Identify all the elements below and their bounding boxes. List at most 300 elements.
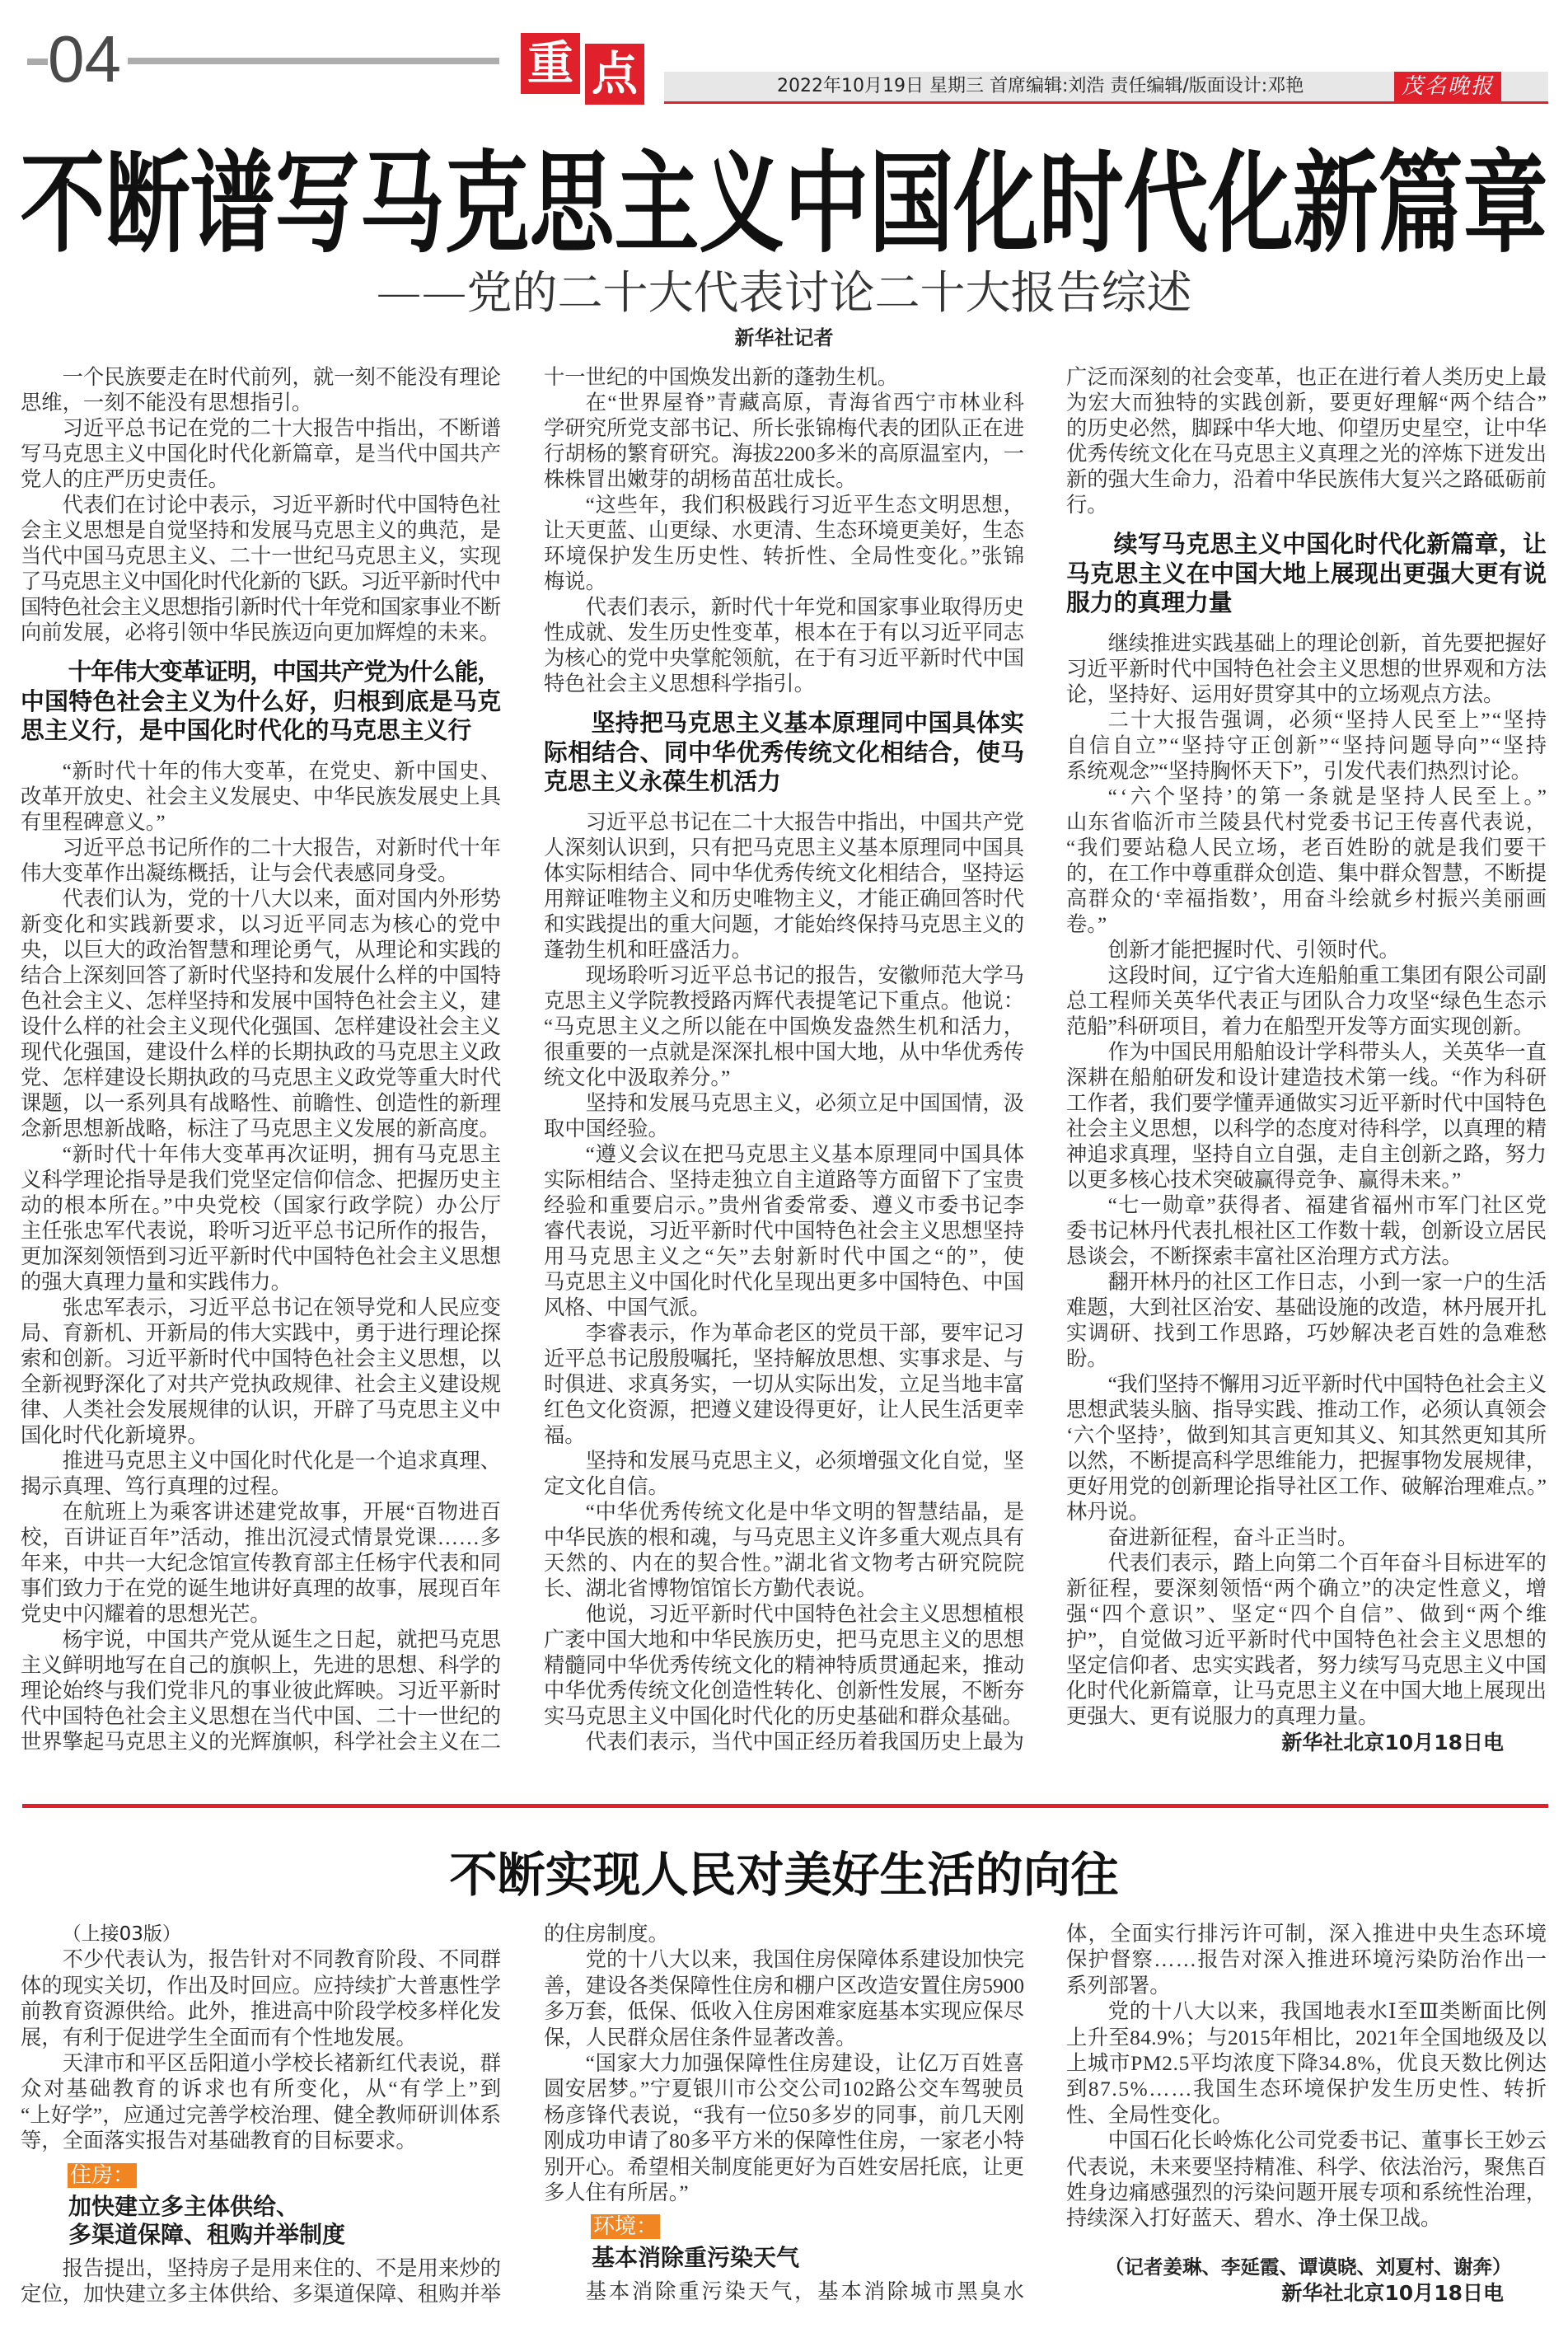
text-line (544, 963, 1024, 989)
text-line (21, 2077, 501, 2102)
text-line (21, 1449, 501, 1474)
line-text: 到87.5%……我国生态环境保护发生历史性、转折 (1066, 2077, 1548, 2101)
text-line (544, 989, 1024, 1014)
line-text: 卷。” (1066, 912, 1107, 936)
line-text: 国特色社会主义思想指引新时代十年党和国家事业不断 (21, 596, 500, 619)
text-line (21, 2026, 501, 2051)
text-line (21, 595, 501, 621)
line-text: 坚持和发展马克思主义，必须增强文化自觉，坚 (585, 1449, 1025, 1473)
text-line (544, 1372, 1024, 1398)
subsection-heading (21, 2193, 501, 2249)
text-line (544, 2077, 1024, 2102)
text-line (1066, 887, 1547, 912)
text-line (1066, 989, 1547, 1014)
text-line (21, 1091, 501, 1117)
line-text: 马克思主义中国化时代化呈现出更多中国特色、中国 (544, 1270, 1025, 1294)
text-line (1066, 963, 1547, 989)
paragraph (544, 1602, 1024, 1730)
byline: 新华社记者 (734, 326, 834, 349)
line-text: 党人的庄严历史责任。 (21, 468, 229, 491)
line-text: 念新思想新战略，标注了马克思主义发展的新高度。 (21, 1117, 500, 1141)
text-line (1066, 365, 1547, 391)
line-text: “新时代十年伟大变革再次证明，拥有马克思主 (62, 1142, 502, 1166)
text-line (544, 1347, 1024, 1372)
line-text: 精髓同中华优秀传统文化的精神特质贯通起来，推动 (544, 1653, 1025, 1677)
text-line (1066, 530, 1547, 560)
text-line (544, 1168, 1024, 1193)
text-line (1066, 1295, 1547, 1321)
paragraph (1066, 938, 1547, 963)
masthead-logo: 茂名晚报 (1394, 72, 1501, 101)
text-line (1066, 2180, 1547, 2206)
text-line (1066, 467, 1547, 493)
line-text: 范船”科研项目，着力在船型开发等方面实现创新。 (1066, 1014, 1534, 1038)
issue-info-underline (664, 101, 1548, 104)
article-column (1066, 365, 1550, 1766)
line-text: “七一勋章”获得者、福建省福州市军门社区党 (1107, 1193, 1548, 1217)
text-line (21, 1628, 501, 1653)
line-text: 续写马克思主义中国化时代化新篇章，让 (1113, 530, 1547, 558)
text-line (1066, 1653, 1547, 1679)
line-text: 上升至84.9%；与2015年相比，2021年全国地级及以 (1066, 2026, 1547, 2049)
text-line (21, 1117, 501, 1142)
text-line (544, 1525, 1024, 1551)
line-text: 实调研、找到工作思路，巧妙解决老百姓的急难愁 (1066, 1321, 1548, 1345)
text-line (544, 1947, 1024, 1973)
line-text: 在航班上为乘客讲述建党故事，开展“百物进百 (62, 1500, 502, 1524)
topic-label (544, 2214, 1024, 2239)
text-line (544, 1653, 1024, 1679)
line-text: 的强大真理力量和实践伟力。 (21, 1270, 292, 1294)
text-line (544, 672, 1024, 697)
line-text: 的历史必然，脚踩中华大地、仰望历史星空，让中华 (1066, 417, 1547, 440)
text-line (544, 1423, 1024, 1449)
text-line (21, 1321, 501, 1347)
line-text: 中国特色社会主义为什么好，归根到底是马克 (21, 686, 502, 715)
paragraph (1066, 1551, 1550, 1730)
text-line (21, 442, 501, 467)
line-text: 风格、中国气派。 (544, 1295, 711, 1319)
text-line (1066, 2026, 1547, 2051)
paragraph (21, 493, 501, 646)
text-line (544, 2155, 1024, 2180)
text-line (21, 912, 501, 938)
paragraph (1066, 1040, 1547, 1193)
line-text: 很重要的一点就是深深扎根中国大地，从中华优秀传 (544, 1040, 1025, 1064)
line-text: 十年伟大变革证明，中国共产党为什么能， (68, 658, 500, 686)
text-line (21, 1270, 501, 1295)
line-text: 圆安居梦。”宁夏银川市公交公司102路公交车驾驶员 (544, 2077, 1025, 2101)
text-line (1066, 1014, 1547, 1040)
text-line (544, 2279, 1027, 2305)
line-text: 改革开放史、社会主义发展史、中华民族发展史上具 (21, 785, 502, 808)
line-text: 体的现实关切，作出及时回应。应持续扩大普惠性学 (21, 1974, 502, 1998)
line-text: 睿代表说，习近平新时代中国特色社会主义思想坚持 (544, 1219, 1025, 1243)
line-text: 长、湖北省博物馆馆长方勤代表说。 (544, 1576, 878, 1600)
text-line (21, 365, 501, 391)
line-text: 坚定信仰者、忠实实践者，努力续写马克思主义中国 (1066, 1653, 1547, 1677)
line-text: 系统观念”“坚持胸怀天下”，引发代表们热烈讨论。 (1066, 759, 1532, 783)
line-text: “新时代十年的伟大变革，在党史、新中国史、 (62, 759, 502, 783)
text-line (544, 1270, 1024, 1295)
text-line (544, 2180, 1024, 2206)
text-line (544, 861, 1024, 887)
line-text: 更加深刻领悟到习近平新时代中国特色社会主义思想 (21, 1244, 502, 1268)
line-text: 新征程，要深刻领悟“两个确立”的决定性意义，增 (1066, 1576, 1548, 1600)
line-text: 索和创新。习近平新时代中国特色社会主义思想，以 (21, 1347, 502, 1370)
text-line (544, 1602, 1024, 1628)
text-line (1066, 1117, 1547, 1142)
line-text: 当代中国马克思主义、二十一世纪马克思主义，实现 (21, 545, 502, 568)
line-text: 有里程碑意义。” (21, 810, 166, 834)
text-line (1066, 416, 1547, 442)
text-line (1066, 682, 1547, 708)
line-text: 委书记林丹代表扎根社区工作数十载，创新设立居民 (1066, 1219, 1547, 1243)
line-text: 张忠军表示，习近平总书记在领导党和人民应变 (62, 1295, 502, 1319)
text-line (1066, 1474, 1547, 1500)
line-text: 推进马克思主义中国化时代化是一个追求真理、 (62, 1449, 502, 1473)
text-line (1066, 1193, 1547, 1219)
text-line (21, 1602, 501, 1628)
headline-2: 不断实现人民对美好生活的向往 (449, 1847, 1119, 1903)
issue-info: 2022年10月19日 星期三 首席编辑:刘浩 责任编辑/版面设计:邓艳 (777, 76, 1304, 96)
line-text: 局、育新机、开新局的伟大实践中，勇于进行理论探 (21, 1321, 502, 1345)
text-line (544, 912, 1024, 938)
line-text: 代表们表示，踏上向第二个百年奋斗目标进军的 (1107, 1551, 1547, 1575)
text-line (21, 1372, 501, 1398)
text-line (1066, 1066, 1547, 1091)
line-text: 用马克思主义之“矢”去射新时代中国之“的”，使 (544, 1244, 1027, 1268)
text-line (21, 1398, 501, 1423)
line-text: 奋进新征程，奋斗正当时。 (1107, 1525, 1359, 1549)
line-text: 多人住有所居。” (544, 2181, 689, 2205)
text-line (544, 493, 1024, 518)
continued-from-note-text: （上接03版） (62, 1923, 181, 1945)
text-line (21, 861, 501, 887)
paragraph (1066, 1525, 1547, 1551)
line-text: 化时代化新篇章，让马克思主义在中国大地上展现出 (1066, 1679, 1547, 1703)
text-line (21, 759, 501, 785)
page-number-dash (27, 59, 48, 65)
paragraph (544, 1922, 1024, 1947)
line-text: 神追求真理，坚持自立自强，走自主创新之路，努力 (1066, 1142, 1547, 1166)
text-line (544, 646, 1024, 672)
paragraph (1066, 2129, 1547, 2232)
text-line (21, 785, 501, 810)
line-text: 难题，大到社区治安、基础设施的改造，林丹展开扎 (1066, 1295, 1547, 1319)
text-line (21, 1947, 501, 1973)
line-text: 习近平总书记在党的二十大报告中指出，不断谱 (62, 417, 502, 440)
text-line (21, 416, 501, 442)
text-line (1066, 2051, 1547, 2077)
line-text: 株株冒出嫩芽的胡杨苗茁壮成长。 (544, 468, 857, 491)
text-line (1066, 1922, 1547, 1947)
line-text: 加快建立多主体供给、 (68, 2192, 300, 2220)
line-text: 克思主义永葆生机活力 (544, 767, 781, 795)
line-text: 习近平新时代中国特色社会主义思想的世界观和方法 (1066, 657, 1547, 681)
text-line (544, 1679, 1024, 1704)
line-text: 体实际相结合、同中华优秀传统文化相结合，坚持运 (544, 861, 1025, 885)
line-text: 代表们表示，当代中国正经历着我国历史上最为 (585, 1730, 1025, 1754)
line-text: 这段时间，辽宁省大连船舶重工集团有限公司副 (1107, 963, 1547, 987)
text-line (21, 1679, 501, 1704)
text-line (1066, 912, 1547, 938)
line-text: 深耕在船舶研发和设计建造技术第一线。“作为科研 (1066, 1066, 1547, 1089)
text-line (21, 1295, 501, 1321)
line-text: 行。 (1066, 494, 1108, 517)
line-text: 刚成功申请了80多平方米的保障性住房，一家老小特 (544, 2129, 1025, 2153)
paragraph (21, 1449, 501, 1500)
line-text: 行胡杨的繁育研究。海拔2200多米的高原温室内，一 (544, 443, 1025, 466)
line-text: 特色社会主义思想科学指引。 (544, 672, 815, 696)
text-line (68, 2193, 501, 2221)
text-line (544, 1295, 1024, 1321)
line-text: 他说，习近平新时代中国特色社会主义思想植根 (585, 1602, 1025, 1626)
text-line (21, 1244, 501, 1270)
line-text: 基本消除重污染天气 (592, 2244, 800, 2272)
paragraph (1066, 1193, 1547, 1270)
line-text: 了马克思主义中国化时代化新的飞跃。习近平新时代中 (21, 570, 500, 593)
text-line (1066, 1423, 1547, 1449)
paragraph (544, 963, 1024, 1091)
text-line (544, 2129, 1024, 2154)
text-line (1066, 1551, 1547, 1576)
line-text: 展，有利于促进学生全面而有个性地发展。 (21, 2026, 417, 2049)
line-text: 天津市和平区岳阳道小学校长褚新红代表说，群 (62, 2052, 502, 2076)
text-line (1066, 1270, 1547, 1295)
paragraph (21, 887, 501, 1142)
line-text: 习近平总书记在二十大报告中指出，中国共产党 (585, 810, 1025, 834)
text-line (1066, 1372, 1547, 1398)
line-text: 代表们在讨论中表示，习近平新时代中国特色社 (62, 494, 502, 517)
section-heading (544, 709, 1024, 797)
line-text: 中华优秀传统文化创造性转化、创新性发展，不断夯 (544, 1679, 1025, 1703)
text-line (21, 569, 501, 595)
text-line (1066, 1999, 1547, 2025)
line-text: 时俱进、求真务实，一切从实际出发，立足当地丰富 (544, 1372, 1025, 1396)
text-line (21, 2051, 501, 2077)
text-line (21, 518, 501, 544)
text-line (21, 836, 501, 861)
text-line (1066, 1449, 1547, 1474)
paragraph (1066, 1922, 1547, 1999)
line-text: “遵义会议在把马克思主义基本原理同中国具体 (585, 1142, 1025, 1166)
dateline-text: 新华社北京10月18日电 (1281, 1730, 1504, 1754)
text-line (544, 1730, 1024, 1755)
line-text: 众对基础教育的诉求也有所变化，从“有学上”到 (21, 2077, 503, 2101)
text-line (21, 1474, 501, 1500)
text-line (21, 467, 501, 493)
line-text: 论，坚持好、运用好贯穿其中的立场观点方法。 (1066, 682, 1505, 706)
text-line (544, 467, 1024, 493)
text-line (21, 1193, 501, 1219)
subheadline: ——党的二十大代表讨论二十大报告综述 (376, 266, 1192, 319)
line-text: 保，人民群众居住条件显著改善。 (544, 2026, 857, 2049)
text-line (21, 989, 501, 1014)
text-line (21, 2103, 501, 2129)
text-line (1066, 2155, 1547, 2180)
line-text: 等，全面落实报告对基础教育的目标要求。 (21, 2129, 417, 2153)
text-line (1066, 1040, 1547, 1066)
line-text: “上好学”，应通过完善学校治理、健全教师研训体系 (21, 2103, 502, 2127)
text-line (21, 1040, 501, 1066)
text-line (544, 1117, 1024, 1142)
text-line (1066, 759, 1547, 785)
text-line (1066, 493, 1547, 518)
text-line (21, 687, 501, 717)
text-line (21, 887, 501, 912)
paragraph (21, 2256, 501, 2308)
text-line (1066, 1321, 1547, 1347)
line-text: “中华优秀传统文化是中华文明的智慧结晶，是 (585, 1500, 1025, 1524)
paragraph (21, 1500, 501, 1628)
line-text: 党史中闪耀着的思想光芒。 (21, 1602, 271, 1626)
line-text: 色社会主义、怎样坚持和发展中国特色社会主义，建 (21, 989, 502, 1013)
paragraph (544, 2051, 1024, 2206)
text-line (1066, 1974, 1547, 1999)
line-text: 让天更蓝、山更绿、水更清、生态环境更美好，生态 (544, 519, 1025, 542)
text-line (1066, 1525, 1547, 1551)
line-text: 结合上深刻回答了新时代坚持和发展什么样的中国特 (21, 963, 502, 987)
line-text: 李睿表示，作为革命老区的党员干部，要牢记习 (585, 1321, 1025, 1345)
paragraph (544, 1091, 1024, 1142)
line-text: 和实践提出的重大问题，才能始终保持马克思主义的 (544, 912, 1025, 936)
text-line (544, 1142, 1024, 1168)
line-text: 姓身边痛感强烈的污染问题开展专项和系统性治理， (1066, 2181, 1547, 2205)
text-line (544, 1193, 1024, 1219)
line-text: 优秀传统文化在马克思主义真理之光的淬炼下迸发出 (1066, 443, 1547, 466)
paragraph (544, 1449, 1024, 1500)
line-text: 不少代表认为，报告针对不同教育阶段、不同群 (62, 1948, 502, 1972)
line-text: 律、人类社会发展规律的认识，开辟了马克思主义中 (21, 1398, 502, 1422)
line-text: 更强大、更有说服力的真理力量。 (1066, 1704, 1379, 1728)
line-text: 人深刻认识到，只有把马克思主义基本原理同中国具 (544, 836, 1025, 860)
line-text: 多万套，低保、低收入住房困难家庭基本实现应保尽 (544, 2000, 1025, 2024)
line-text: 性成就、发生历史性变革，根本在于有以习近平同志 (544, 621, 1025, 644)
line-text: “我们要站稳人民立场，老百姓盼的就是我们要干 (1066, 836, 1548, 860)
text-line (21, 1551, 501, 1576)
text-line (544, 2026, 1024, 2051)
text-line (21, 1525, 501, 1551)
section-heading (21, 658, 501, 746)
text-line (21, 493, 501, 518)
paragraph (544, 1947, 1024, 2051)
line-text: 盼。 (1066, 1347, 1108, 1370)
paragraph (544, 1321, 1024, 1449)
text-line (21, 716, 501, 746)
text-line (544, 938, 1024, 963)
line-text: 马克思主义在中国大地上展现出更强大更有说 (1066, 559, 1547, 588)
text-line (544, 1628, 1024, 1653)
text-line (1066, 560, 1547, 589)
text-line (1066, 733, 1547, 759)
line-text: 总工程师关英华代表正与团队合力攻坚“绿色生态示 (1066, 989, 1547, 1013)
text-line (544, 1474, 1024, 1500)
line-text: 持续深入打好蓝天、碧水、净土保卫战。 (1066, 2207, 1442, 2231)
dateline (1066, 2280, 1547, 2306)
text-line (1066, 1602, 1550, 1628)
line-text: 福。 (544, 1423, 586, 1447)
text-line (21, 2129, 501, 2154)
line-text: 世界擎起马克思主义的光辉旗帜，科学社会主义在二 (21, 1730, 502, 1754)
page-number: 04 (48, 22, 121, 96)
line-text: 社会主义思想，以科学的态度对待科学，以真理的精 (1066, 1117, 1547, 1141)
line-text: 向前发展，必将引领中华民族迈向更加辉煌的未来。 (21, 621, 500, 644)
line-text: 性、全局性变化。 (1066, 2103, 1233, 2127)
text-line (544, 1091, 1024, 1117)
line-text: 环境保护发生历史性、转折性、全局性变化。”张锦 (544, 545, 1026, 568)
line-text: 主义鲜明地写在自己的旗帜上，先进的思想、科学的 (21, 1653, 502, 1677)
text-line (544, 1576, 1024, 1602)
line-text: 广袤中国大地和中华民族历史，把马克思主义的思想 (544, 1628, 1025, 1651)
paragraph (544, 1730, 1024, 1755)
text-line (21, 1576, 501, 1602)
line-text: 杨宇说，中国共产党从诞生之日起，就把马克思 (62, 1628, 502, 1651)
line-text: 善，建设各类保障性住房和棚户区改造安置住房5900 (544, 1974, 1025, 1998)
paragraph (544, 1500, 1024, 1602)
paragraph (21, 416, 501, 493)
text-line (544, 1922, 1024, 1947)
line-text: 服力的真理力量 (1066, 588, 1233, 616)
text-line (1066, 1704, 1547, 1730)
line-text: 用辩证唯物主义和历史唯物主义，才能正确回答时代 (544, 887, 1025, 911)
text-line (1066, 785, 1550, 810)
text-line (1066, 631, 1547, 657)
line-text: 护”，自觉做习近平新时代中国特色社会主义思想的 (1066, 1628, 1547, 1651)
text-line (1066, 657, 1547, 682)
line-text: 习近平总书记所作的二十大报告，对新时代十年 (62, 836, 502, 860)
text-line (544, 569, 1024, 595)
text-line (21, 938, 501, 963)
section-tag-char-1: 重 (521, 33, 580, 94)
text-line (544, 1500, 1024, 1525)
text-line (21, 1730, 501, 1755)
paragraph (544, 2279, 1027, 2305)
line-text: 为核心的党中央掌舵领航，在于有习近平新时代中国 (544, 647, 1025, 670)
line-text: 现场聆听习近平总书记的报告，安徽师范大学马 (585, 963, 1025, 987)
line-text: 实际相结合、坚持走独立自主道路等方面留下了宝贵 (544, 1168, 1025, 1192)
article-column (1066, 1922, 1547, 2321)
line-text: “这些年，我们积极践行习近平生态文明思想， (585, 494, 1025, 517)
line-text: 的住房制度。 (544, 1923, 669, 1946)
line-text: 别开心。希望相关制度能更好为百姓安居托底，让更 (544, 2155, 1025, 2179)
dateline (1066, 1730, 1547, 1755)
line-text: 上城市PM2.5平均浓度下降34.8%，优良天数比例达 (1066, 2052, 1547, 2076)
line-text: 定位，加快建立多主体供给、多渠道保障、租购并举 (21, 2283, 502, 2307)
line-text: 揭示真理、笃行真理的过程。 (21, 1474, 292, 1498)
line-text: 体，全面实行排污许可制，深入推进中央生态环境 (1066, 1923, 1548, 1946)
text-line (21, 2256, 501, 2282)
text-line (21, 1168, 501, 1193)
text-line (544, 365, 1024, 391)
reporter-credit-text: （记者姜琳、李延霞、谭谟晓、刘夏村、谢奔） (1105, 2255, 1512, 2279)
line-text: 实马克思主义中国化时代化的历史基础和群众基础。 (544, 1704, 1023, 1728)
text-line (1066, 2206, 1547, 2232)
text-line (21, 544, 501, 569)
line-text: 义科学理论指导是我们党坚定信仰信念、把握历史主 (21, 1168, 502, 1192)
line-text: 天然的、内在的契合性。”湖北省文物考古研究院院 (544, 1551, 1026, 1575)
line-text: 自信自立”“坚持守正创新”“坚持问题导向”“坚持 (1066, 733, 1549, 757)
line-text: 报告提出，坚持房子是用来住的、不是用来炒的 (62, 2256, 502, 2280)
paragraph (21, 1295, 501, 1449)
text-line (544, 1704, 1024, 1730)
line-text: 党、怎样建设长期执政的马克思主义政党等重大时代 (21, 1066, 502, 1089)
line-text: 代表们表示，新时代十年党和国家事业取得历史 (585, 596, 1025, 619)
paragraph (21, 365, 501, 416)
line-text: 继续推进实践基础上的理论创新，首先要把握好 (1107, 631, 1547, 655)
line-text: “‘六个坚持’的第一条就是坚持人民至上。” (1107, 785, 1550, 808)
line-text: 梅说。 (544, 570, 606, 593)
